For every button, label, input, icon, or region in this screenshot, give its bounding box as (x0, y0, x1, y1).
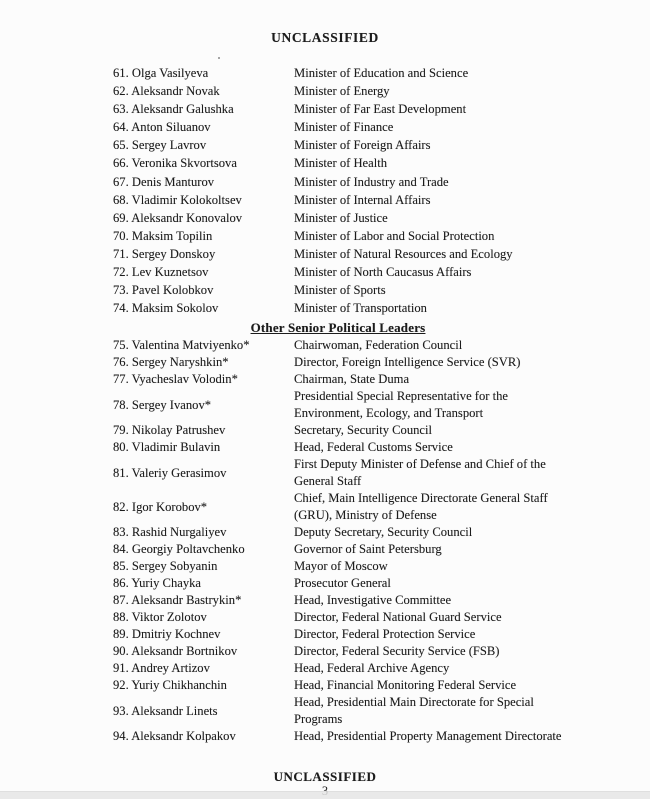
entry-number-and-name: 83. Rashid Nurgaliyev (113, 525, 227, 540)
scan-edge-artifact (0, 791, 650, 799)
entry-number-and-name: 74. Maksim Sokolov (113, 301, 219, 316)
entry-number-and-name: 78. Sergey Ivanov* (113, 397, 212, 412)
entry-title: Director, Federal National Guard Service (294, 610, 502, 625)
list-entry (113, 337, 566, 354)
entry-number-and-name: 92. Yuriy Chikhanchin (113, 678, 227, 693)
entry-number-and-name: 81. Valeriy Gerasimov (113, 465, 227, 480)
list-entry (113, 154, 566, 172)
list-entry (113, 191, 566, 209)
list-entry (113, 490, 566, 524)
entry-number-and-name: 65. Sergey Lavrov (113, 138, 207, 153)
entry-title: Minister of Industry and Trade (294, 174, 449, 189)
entry-number-and-name: 66. Veronika Skvortsova (113, 156, 237, 171)
entry-number-and-name: 87. Aleksandr Bastrykin* (113, 593, 242, 608)
scan-speck-artifact (218, 57, 220, 59)
list-entry (113, 209, 566, 227)
entry-title: First Deputy Minister of Defense and Chief of the General Staff (294, 457, 546, 489)
list-entry (113, 456, 566, 490)
entry-number-and-name: 67. Denis Manturov (113, 174, 215, 189)
entry-title: Governor of Saint Petersburg (294, 542, 442, 557)
list-entry (113, 609, 566, 626)
list-entry (113, 299, 566, 317)
entry-number-and-name: 82. Igor Korobov* (113, 499, 208, 514)
entry-title: Deputy Secretary, Security Council (294, 525, 473, 540)
entry-title: Minister of Far East Development (294, 102, 467, 117)
entry-title: Minister of Energy (294, 84, 390, 99)
list-entry (113, 439, 566, 456)
entry-number-and-name: 84. Georgiy Poltavchenko (113, 542, 245, 557)
entry-number-and-name: 63. Aleksandr Galushka (113, 102, 234, 117)
list-entry (113, 281, 566, 299)
entry-number-and-name: 69. Aleksandr Konovalov (113, 210, 243, 225)
list-entry (113, 263, 566, 281)
entry-title: Minister of Finance (294, 120, 394, 135)
list-entry (113, 82, 566, 100)
list-entry (113, 64, 566, 82)
entry-number-and-name: 79. Nikolay Patrushev (113, 423, 226, 438)
list-entry (113, 371, 566, 388)
entry-number-and-name: 62. Aleksandr Novak (113, 84, 220, 99)
entry-number-and-name: 85. Sergey Sobyanin (113, 559, 218, 574)
entry-title: Minister of Foreign Affairs (294, 138, 431, 153)
entry-title: Head, Presidential Property Management Directorate (294, 729, 562, 744)
list-entry (113, 694, 566, 728)
list-entry (113, 660, 566, 677)
entry-number-and-name: 77. Vyacheslav Volodin* (113, 372, 238, 387)
entry-number-and-name: 80. Vladimir Bulavin (113, 440, 221, 455)
entry-title: Minister of Justice (294, 210, 388, 225)
entry-number-and-name: 76. Sergey Naryshkin* (113, 355, 229, 370)
entry-number-and-name: 71. Sergey Donskoy (113, 246, 216, 261)
entry-number-and-name: 64. Anton Siluanov (113, 120, 211, 135)
list-entry (113, 643, 566, 660)
entry-title: Chief, Main Intelligence Directorate General Staff (GRU), Ministry of Defense (294, 491, 548, 523)
entry-title: Head, Presidential Main Directorate for Special Programs (294, 695, 534, 727)
entry-title: Presidential Special Representative for the Environment, Ecology, and Transport (294, 389, 509, 421)
list-entry (113, 592, 566, 609)
list-entry (113, 541, 566, 558)
entry-number-and-name: 89. Dmitriy Kochnev (113, 627, 221, 642)
entry-title: Minister of Labor and Social Protection (294, 228, 495, 243)
entry-number-and-name: 61. Olga Vasilyeva (113, 66, 209, 80)
entry-title: Director, Federal Protection Service (294, 627, 476, 642)
entry-number-and-name: 88. Viktor Zolotov (113, 610, 207, 625)
list-entry (113, 100, 566, 118)
entry-number-and-name: 93. Aleksandr Linets (113, 703, 218, 718)
entry-title: Minister of Health (294, 156, 388, 171)
section-heading: Other Senior Political Leaders (250, 320, 426, 336)
list-entry (113, 728, 566, 745)
entry-title: Mayor of Moscow (294, 559, 388, 574)
entry-number-and-name: 86. Yuriy Chayka (113, 576, 202, 591)
list-entry (113, 245, 566, 263)
classification-footer: UNCLASSIFIED (273, 769, 377, 784)
entry-title: Minister of Natural Resources and Ecology (294, 246, 513, 261)
list-entry (113, 575, 566, 592)
list-entry (113, 626, 566, 643)
entry-title: Director, Foreign Intelligence Service (SVR) (294, 355, 521, 370)
list-entry (113, 227, 566, 245)
list-entry (113, 136, 566, 154)
entry-number-and-name: 94. Aleksandr Kolpakov (113, 729, 236, 744)
entry-title: Head, Federal Customs Service (294, 440, 453, 455)
document-section (113, 319, 566, 745)
list-entry (113, 524, 566, 541)
list-entry (113, 677, 566, 694)
entry-number-and-name: 72. Lev Kuznetsov (113, 265, 209, 280)
entry-title: Chairman, State Duma (294, 372, 410, 387)
entry-title: Head, Investigative Committee (294, 593, 452, 608)
entry-number-and-name: 90. Aleksandr Bortnikov (113, 644, 238, 659)
list-entry (113, 388, 566, 422)
list-entry (113, 173, 566, 191)
list-entry (113, 118, 566, 136)
document-section (113, 64, 566, 317)
entry-title: Minister of Internal Affairs (294, 192, 431, 207)
list-entry (113, 558, 566, 575)
entry-title: Minister of Sports (294, 283, 386, 298)
entry-title: Head, Financial Monitoring Federal Service (294, 678, 517, 693)
entry-title: Secretary, Security Council (294, 423, 433, 438)
entry-number-and-name: 91. Andrey Artizov (113, 661, 210, 676)
entry-title: Minister of North Caucasus Affairs (294, 265, 472, 280)
classification-header: UNCLASSIFIED (271, 30, 379, 45)
entry-number-and-name: 68. Vladimir Kolokoltsev (113, 192, 242, 207)
entry-title: Director, Federal Security Service (FSB) (294, 644, 500, 659)
entry-number-and-name: 75. Valentina Matviyenko* (113, 338, 250, 353)
entry-title: Prosecutor General (294, 576, 391, 591)
entry-title: Minister of Education and Science (294, 66, 469, 80)
list-entry (113, 354, 566, 371)
entry-title: Head, Federal Archive Agency (294, 661, 450, 676)
entry-number-and-name: 70. Maksim Topilin (113, 228, 213, 243)
entry-title: Chairwoman, Federation Council (294, 338, 463, 353)
entry-title: Minister of Transportation (294, 301, 427, 316)
officials-list (113, 64, 566, 745)
entry-number-and-name: 73. Pavel Kolobkov (113, 283, 214, 298)
list-entry (113, 422, 566, 439)
